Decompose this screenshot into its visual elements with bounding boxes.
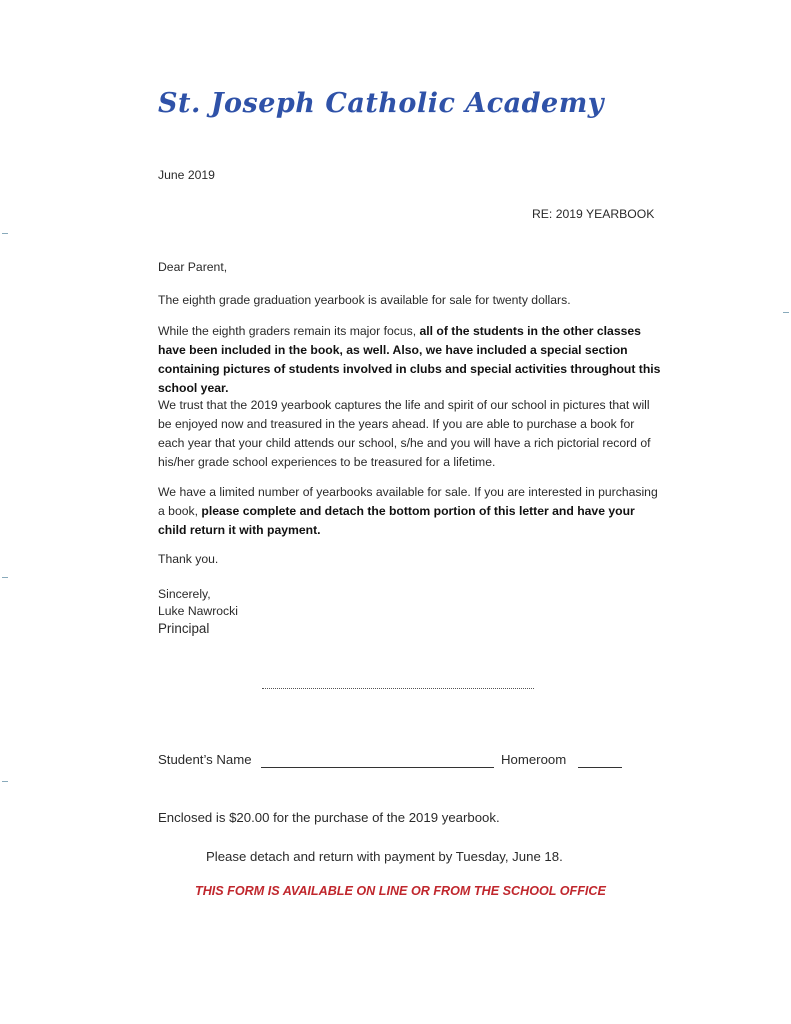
paragraph-contents-lead: While the eighth graders remain its major focus,	[158, 324, 420, 338]
student-info-row	[158, 752, 628, 774]
letterhead-title: St. Joseph Catholic Academy	[158, 88, 604, 119]
scan-mark	[2, 577, 8, 578]
paragraph-price: The eighth grade graduation yearbook is available for sale for twenty dollars.	[158, 293, 571, 307]
paragraph-contents-bold: all of the students in the other classes have been included in the book, as well. Also, we have included a special section containing pictures of students involved in clubs and special activities throughout this school year.	[158, 324, 661, 395]
signer-name: Luke Nawrocki	[158, 604, 238, 618]
scan-mark	[2, 233, 8, 234]
homeroom-label: Homeroom	[501, 752, 567, 767]
re-line: RE: 2019 YEARBOOK	[532, 207, 655, 221]
paragraph-instructions-bold: please complete and detach the bottom portion of this letter and have your child return it with payment.	[158, 504, 635, 537]
salutation: Dear Parent,	[158, 260, 228, 274]
return-text: Please detach and return with payment by Tuesday, June 18.	[206, 849, 563, 864]
signer-title: Principal	[158, 621, 210, 636]
thank-you: Thank you.	[158, 552, 219, 566]
scan-mark	[783, 312, 789, 313]
paragraph-instructions-lead: We have a limited number of yearbooks available for sale. If you are interested in purchasing a book,	[158, 485, 658, 518]
student-name-blank[interactable]	[261, 767, 494, 768]
homeroom-blank[interactable]	[578, 767, 622, 768]
letter-date: June 2019	[158, 168, 215, 182]
availability-notice: THIS FORM IS AVAILABLE ON LINE OR FROM THE SCHOOL OFFICE	[195, 884, 606, 898]
closing: Sincerely,	[158, 587, 211, 601]
enclosed-text: Enclosed is $20.00 for the purchase of the 2019 yearbook.	[158, 810, 500, 825]
paragraph-contents	[158, 322, 663, 398]
detach-line	[262, 688, 534, 689]
scan-mark	[2, 781, 8, 782]
paragraph-trust: We trust that the 2019 yearbook captures the life and spirit of our school in pictures that will be enjoyed now and treasured in the years ahead. If you are able to purchase a book for each year that your child attends our school, s/he and you will have a rich pictorial record of his/her grade school experiences to be treasured for a lifetime.	[158, 398, 651, 469]
student-name-label: Student’s Name	[158, 752, 252, 767]
paragraph-instructions	[158, 483, 663, 540]
